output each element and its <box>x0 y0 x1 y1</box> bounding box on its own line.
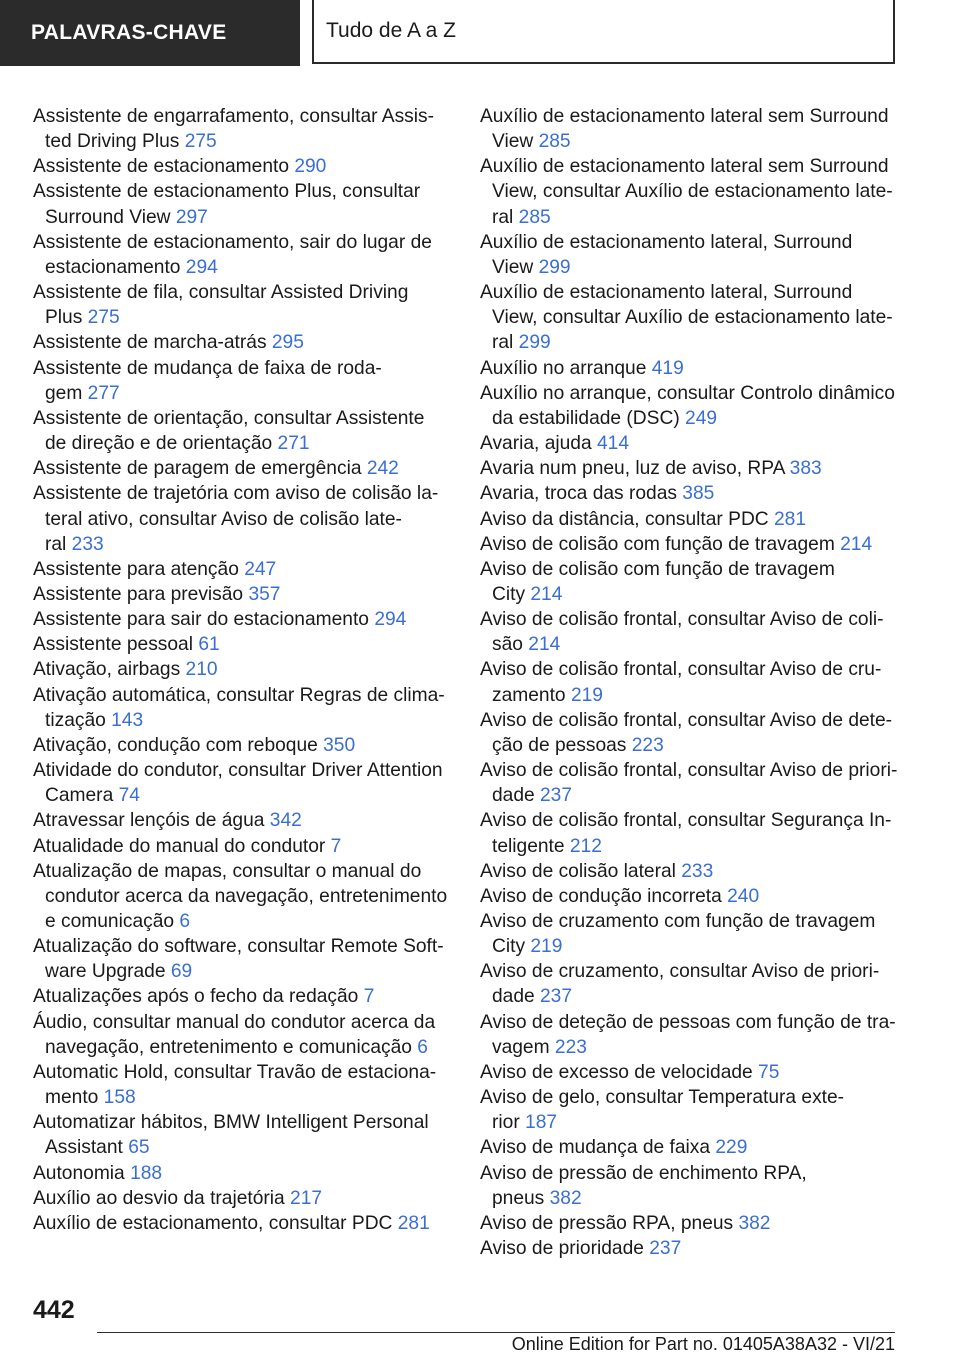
index-entry <box>33 1161 451 1186</box>
index-entry-text: Atualização do software, consultar Remote Soft- ware Upgrade <box>33 936 444 983</box>
index-entry-text: Automatizar hábitos, BMW Intelligent Personal Assistant <box>33 1112 429 1159</box>
index-entry <box>480 104 900 154</box>
index-entry <box>480 381 900 431</box>
page-reference-link[interactable]: 242 <box>366 458 399 480</box>
index-entry-text: Assistente de trajetória com aviso de colisão la- teral ativo, consultar Aviso de colisão late- ral <box>33 483 439 555</box>
page-reference-link[interactable]: 350 <box>323 734 356 756</box>
page-reference-link[interactable]: 188 <box>130 1162 163 1184</box>
page-reference-link[interactable]: 6 <box>179 911 191 932</box>
index-entry <box>480 708 900 758</box>
index-entry-text: Auxílio de estacionamento lateral, Surround View <box>480 231 853 278</box>
index-entry <box>480 1135 900 1160</box>
page-reference-link[interactable]: 210 <box>185 659 218 681</box>
index-entry <box>480 1085 900 1135</box>
index-entry <box>33 1110 451 1160</box>
index-entry-text: Assistente de engarrafamento, consultar Assis- ted Driving Plus <box>33 106 435 153</box>
page-reference-link[interactable]: 233 <box>71 533 104 555</box>
footer-divider <box>97 1332 895 1333</box>
page-reference-link[interactable]: 297 <box>175 206 208 228</box>
page-reference-link[interactable]: 271 <box>277 433 310 455</box>
index-entry <box>480 657 900 707</box>
index-entry <box>33 456 451 481</box>
index-entry <box>480 1060 900 1085</box>
index-entry <box>480 607 900 657</box>
index-entry-text: Aviso de pressão de enchimento RPA, pneus <box>480 1162 807 1209</box>
page-reference-link[interactable]: 237 <box>540 785 573 807</box>
page-reference-link[interactable]: 247 <box>244 558 277 580</box>
index-column-right <box>480 104 900 1261</box>
index-entry-text: Aviso de cruzamento com função de travagem City <box>480 911 876 958</box>
index-entry <box>480 959 900 1009</box>
page-reference-link[interactable]: 214 <box>528 634 561 656</box>
index-entry <box>33 1060 451 1110</box>
page-reference-link[interactable]: 7 <box>330 835 342 857</box>
index-entry-text: Assistente de orientação, consultar Assistente de direção e de orientação <box>33 407 425 455</box>
index-entry-text: Atualidade do manual do condutor <box>33 835 331 857</box>
index-entry <box>33 481 451 556</box>
index-entry <box>33 934 451 984</box>
page-reference-link[interactable]: 6 <box>417 1036 428 1058</box>
page-reference-link[interactable]: 295 <box>271 332 304 354</box>
page-reference-link[interactable]: 61 <box>198 634 220 656</box>
index-entry-text: Aviso de colisão frontal, consultar Aviso de dete- ção de pessoas <box>480 709 893 756</box>
index-entry <box>33 984 451 1009</box>
index-entry <box>480 481 900 506</box>
index-entry <box>480 909 900 959</box>
index-entry-text: Aviso de colisão frontal, consultar Aviso de coli- são <box>480 609 884 656</box>
index-entry-text: Ativação, condução com reboque <box>33 734 324 756</box>
index-entry <box>480 859 900 884</box>
page-reference-link[interactable]: 299 <box>518 332 551 354</box>
page-reference-link[interactable]: 342 <box>269 810 302 832</box>
page-reference-link[interactable]: 294 <box>185 256 218 278</box>
index-entry <box>480 758 900 808</box>
index-entry <box>480 230 900 280</box>
index-entry-text: Atividade do condutor, consultar Driver Attention Camera <box>33 760 443 807</box>
index-entry-text: Avaria, troca das rodas <box>480 483 683 505</box>
index-entry-text: Auxílio de estacionamento lateral sem Surround View, consultar Auxílio de estacionamento late- ral <box>480 156 893 228</box>
page-reference-link[interactable]: 237 <box>540 986 573 1008</box>
page-reference-link[interactable]: 214 <box>840 533 873 555</box>
index-entry-text: Aviso de pressão RPA, pneus <box>480 1212 739 1234</box>
index-entry <box>480 884 900 909</box>
page-reference-link[interactable]: 233 <box>681 860 714 882</box>
index-entry <box>480 154 900 229</box>
index-entry-text: Aviso de colisão frontal, consultar Segurança In- teligente <box>480 810 892 857</box>
page-reference-link[interactable]: 290 <box>294 156 327 178</box>
page-reference-link[interactable]: 382 <box>549 1187 582 1209</box>
index-entry <box>480 280 900 355</box>
index-entry-text: Aviso de colisão frontal, consultar Aviso de cru- zamento <box>480 659 882 706</box>
index-entry-text: Assistente para previsão <box>33 583 249 605</box>
index-entry <box>480 507 900 532</box>
page-reference-link[interactable]: 223 <box>554 1036 587 1058</box>
index-entry <box>480 356 900 381</box>
index-entry-text: Avaria num pneu, luz de aviso, RPA <box>480 458 790 480</box>
index-entry-text: Aviso de colisão frontal, consultar Aviso de priori- dade <box>480 760 898 807</box>
index-entry <box>33 330 451 355</box>
page-reference-link[interactable]: 143 <box>111 709 144 731</box>
index-entry-text: Aviso de colisão com função de travagem City <box>480 558 835 605</box>
index-entry <box>480 1211 900 1236</box>
index-entry <box>33 557 451 582</box>
index-entry <box>33 104 451 154</box>
page-reference-link[interactable]: 249 <box>685 407 718 429</box>
index-entry-text: Aviso de deteção de pessoas com função de tra- vagem <box>480 1011 896 1058</box>
index-entry-text: Atravessar lençóis de água <box>33 810 270 832</box>
index-entry <box>33 758 451 808</box>
index-entry-text: Auxílio ao desvio da trajetória <box>33 1187 291 1209</box>
page-reference-link[interactable]: 383 <box>789 458 822 480</box>
page-reference-link[interactable]: 275 <box>87 307 120 329</box>
index-entry-text: Aviso de gelo, consultar Temperatura exte- rior <box>480 1087 845 1134</box>
index-column-left <box>33 104 451 1236</box>
index-entry-text: Áudio, consultar manual do condutor acerca da navegação, entretenimento e comunicação <box>33 1011 436 1058</box>
index-entry-text: Auxílio de estacionamento lateral, Surround View, consultar Auxílio de estacionamento late- ral <box>480 282 893 354</box>
index-entry-text: Aviso de prioridade <box>480 1238 650 1260</box>
index-entry <box>33 154 451 179</box>
page-reference-link[interactable]: 212 <box>569 835 602 857</box>
index-entry-text: Assistente de paragem de emergência <box>33 458 367 480</box>
index-entry <box>480 1236 900 1261</box>
page-reference-link[interactable]: 299 <box>538 256 571 278</box>
page-reference-link[interactable]: 382 <box>738 1212 771 1234</box>
index-entry-text: Autonomia <box>33 1162 131 1184</box>
index-entry-text: Assistente de estacionamento Plus, consultar Surround View <box>33 181 421 228</box>
page-reference-link[interactable]: 294 <box>374 609 407 631</box>
index-entry-text: Atualização de mapas, consultar o manual do condutor acerca da navegação, entretenimento e comunicação <box>33 860 448 932</box>
index-entry-text: Auxílio no arranque <box>480 357 652 379</box>
page-reference-link[interactable]: 74 <box>118 785 140 807</box>
page-number: 442 <box>33 1296 75 1324</box>
section-tab: PALAVRAS-CHAVE <box>0 0 300 66</box>
index-entry <box>33 733 451 758</box>
index-entry-text: Assistente para sair do estacionamento <box>33 609 375 631</box>
index-entry-text: Assistente de estacionamento <box>33 156 295 178</box>
index-entry <box>480 456 900 481</box>
index-entry-text: Assistente de marcha-atrás <box>33 332 272 354</box>
index-entry-text: Automatic Hold, consultar Travão de estaciona- mento <box>33 1061 437 1109</box>
index-entry <box>480 1161 900 1211</box>
page-reference-link[interactable]: 357 <box>248 583 281 605</box>
index-entry <box>33 632 451 657</box>
page-reference-link[interactable]: 281 <box>397 1212 430 1234</box>
index-entry-text: Aviso da distância, consultar PDC <box>480 508 774 530</box>
index-entry-text: Aviso de condução incorreta <box>480 885 728 907</box>
page-reference-link[interactable]: 277 <box>87 382 120 404</box>
index-entry-text: Auxílio no arranque, consultar Controlo dinâmico da estabilidade (DSC) <box>480 382 895 429</box>
page-reference-link[interactable]: 65 <box>128 1137 150 1159</box>
index-entry <box>480 557 900 607</box>
index-entry <box>33 657 451 682</box>
page-reference-link[interactable]: 281 <box>774 508 807 530</box>
index-entry <box>33 406 451 456</box>
index-entry-text: Aviso de colisão com função de travagem <box>480 533 841 555</box>
index-entry-text: Aviso de mudança de faixa <box>480 1137 716 1159</box>
edition-footer: Online Edition for Part no. 01405A38A32 - VI/21 <box>511 1334 895 1354</box>
index-entry-text: Avaria, ajuda <box>480 433 597 455</box>
index-entry <box>33 179 451 229</box>
index-entry-text: Assistente para atenção <box>33 558 245 580</box>
page-reference-link[interactable]: 75 <box>758 1061 780 1083</box>
page-reference-link[interactable]: 217 <box>290 1187 323 1209</box>
index-entry <box>33 230 451 280</box>
page-reference-link[interactable]: 187 <box>525 1112 558 1134</box>
page-reference-link[interactable]: 275 <box>184 131 217 153</box>
page-header <box>0 0 960 66</box>
index-entry-text: Aviso de excesso de velocidade <box>480 1061 759 1083</box>
page-reference-link[interactable]: 219 <box>530 936 563 958</box>
index-entry <box>33 582 451 607</box>
page-reference-link[interactable]: 237 <box>649 1238 682 1260</box>
index-entry-text: Assistente de fila, consultar Assisted Driving Plus <box>33 282 409 329</box>
page-reference-link[interactable]: 419 <box>651 357 684 379</box>
page-reference-link[interactable]: 229 <box>715 1137 748 1159</box>
index-entry <box>33 808 451 833</box>
page-reference-link[interactable]: 69 <box>170 961 193 983</box>
index-entry <box>33 1211 451 1236</box>
page-reference-link[interactable]: 7 <box>363 986 375 1008</box>
index-entry <box>480 808 900 858</box>
page-reference-link[interactable]: 158 <box>103 1087 136 1109</box>
page-reference-link[interactable]: 214 <box>530 583 563 605</box>
chapter-title: Tudo de A a Z <box>312 0 895 64</box>
index-entry <box>33 1186 451 1211</box>
index-entry-text: Ativação automática, consultar Regras de clima- tização <box>33 684 445 731</box>
index-entry-text: Aviso de cruzamento, consultar Aviso de priori- dade <box>480 961 880 1008</box>
page-reference-link[interactable]: 385 <box>682 483 715 505</box>
index-entry-text: Assistente pessoal <box>33 634 199 656</box>
index-entry <box>33 356 451 406</box>
index-entry <box>33 834 451 859</box>
index-entry <box>480 1010 900 1060</box>
index-entry <box>33 280 451 330</box>
index-entry-text: Auxílio de estacionamento lateral sem Surround View <box>480 106 889 153</box>
index-entry-text: Aviso de colisão lateral <box>480 860 682 882</box>
page-reference-link[interactable]: 285 <box>538 131 571 153</box>
index-entry-text: Assistente de mudança de faixa de roda- gem <box>33 357 382 404</box>
index-entry <box>480 532 900 557</box>
index-entry <box>33 859 451 934</box>
page-reference-link[interactable]: 285 <box>518 206 551 228</box>
page-reference-link[interactable]: 219 <box>570 684 603 706</box>
page-reference-link[interactable]: 240 <box>727 885 760 907</box>
page-reference-link[interactable]: 223 <box>631 734 664 756</box>
index-entry <box>33 607 451 632</box>
index-entry <box>33 1010 451 1060</box>
index-entry <box>33 683 451 733</box>
index-entry <box>480 431 900 456</box>
index-entry-text: Ativação, airbags <box>33 659 186 681</box>
index-entry-text: Atualizações após o fecho da redação <box>33 986 364 1008</box>
index-entry-text: Auxílio de estacionamento, consultar PDC <box>33 1212 398 1234</box>
index-entry-text: Assistente de estacionamento, sair do lugar de estacionamento <box>33 231 432 278</box>
page-reference-link[interactable]: 414 <box>596 433 629 455</box>
